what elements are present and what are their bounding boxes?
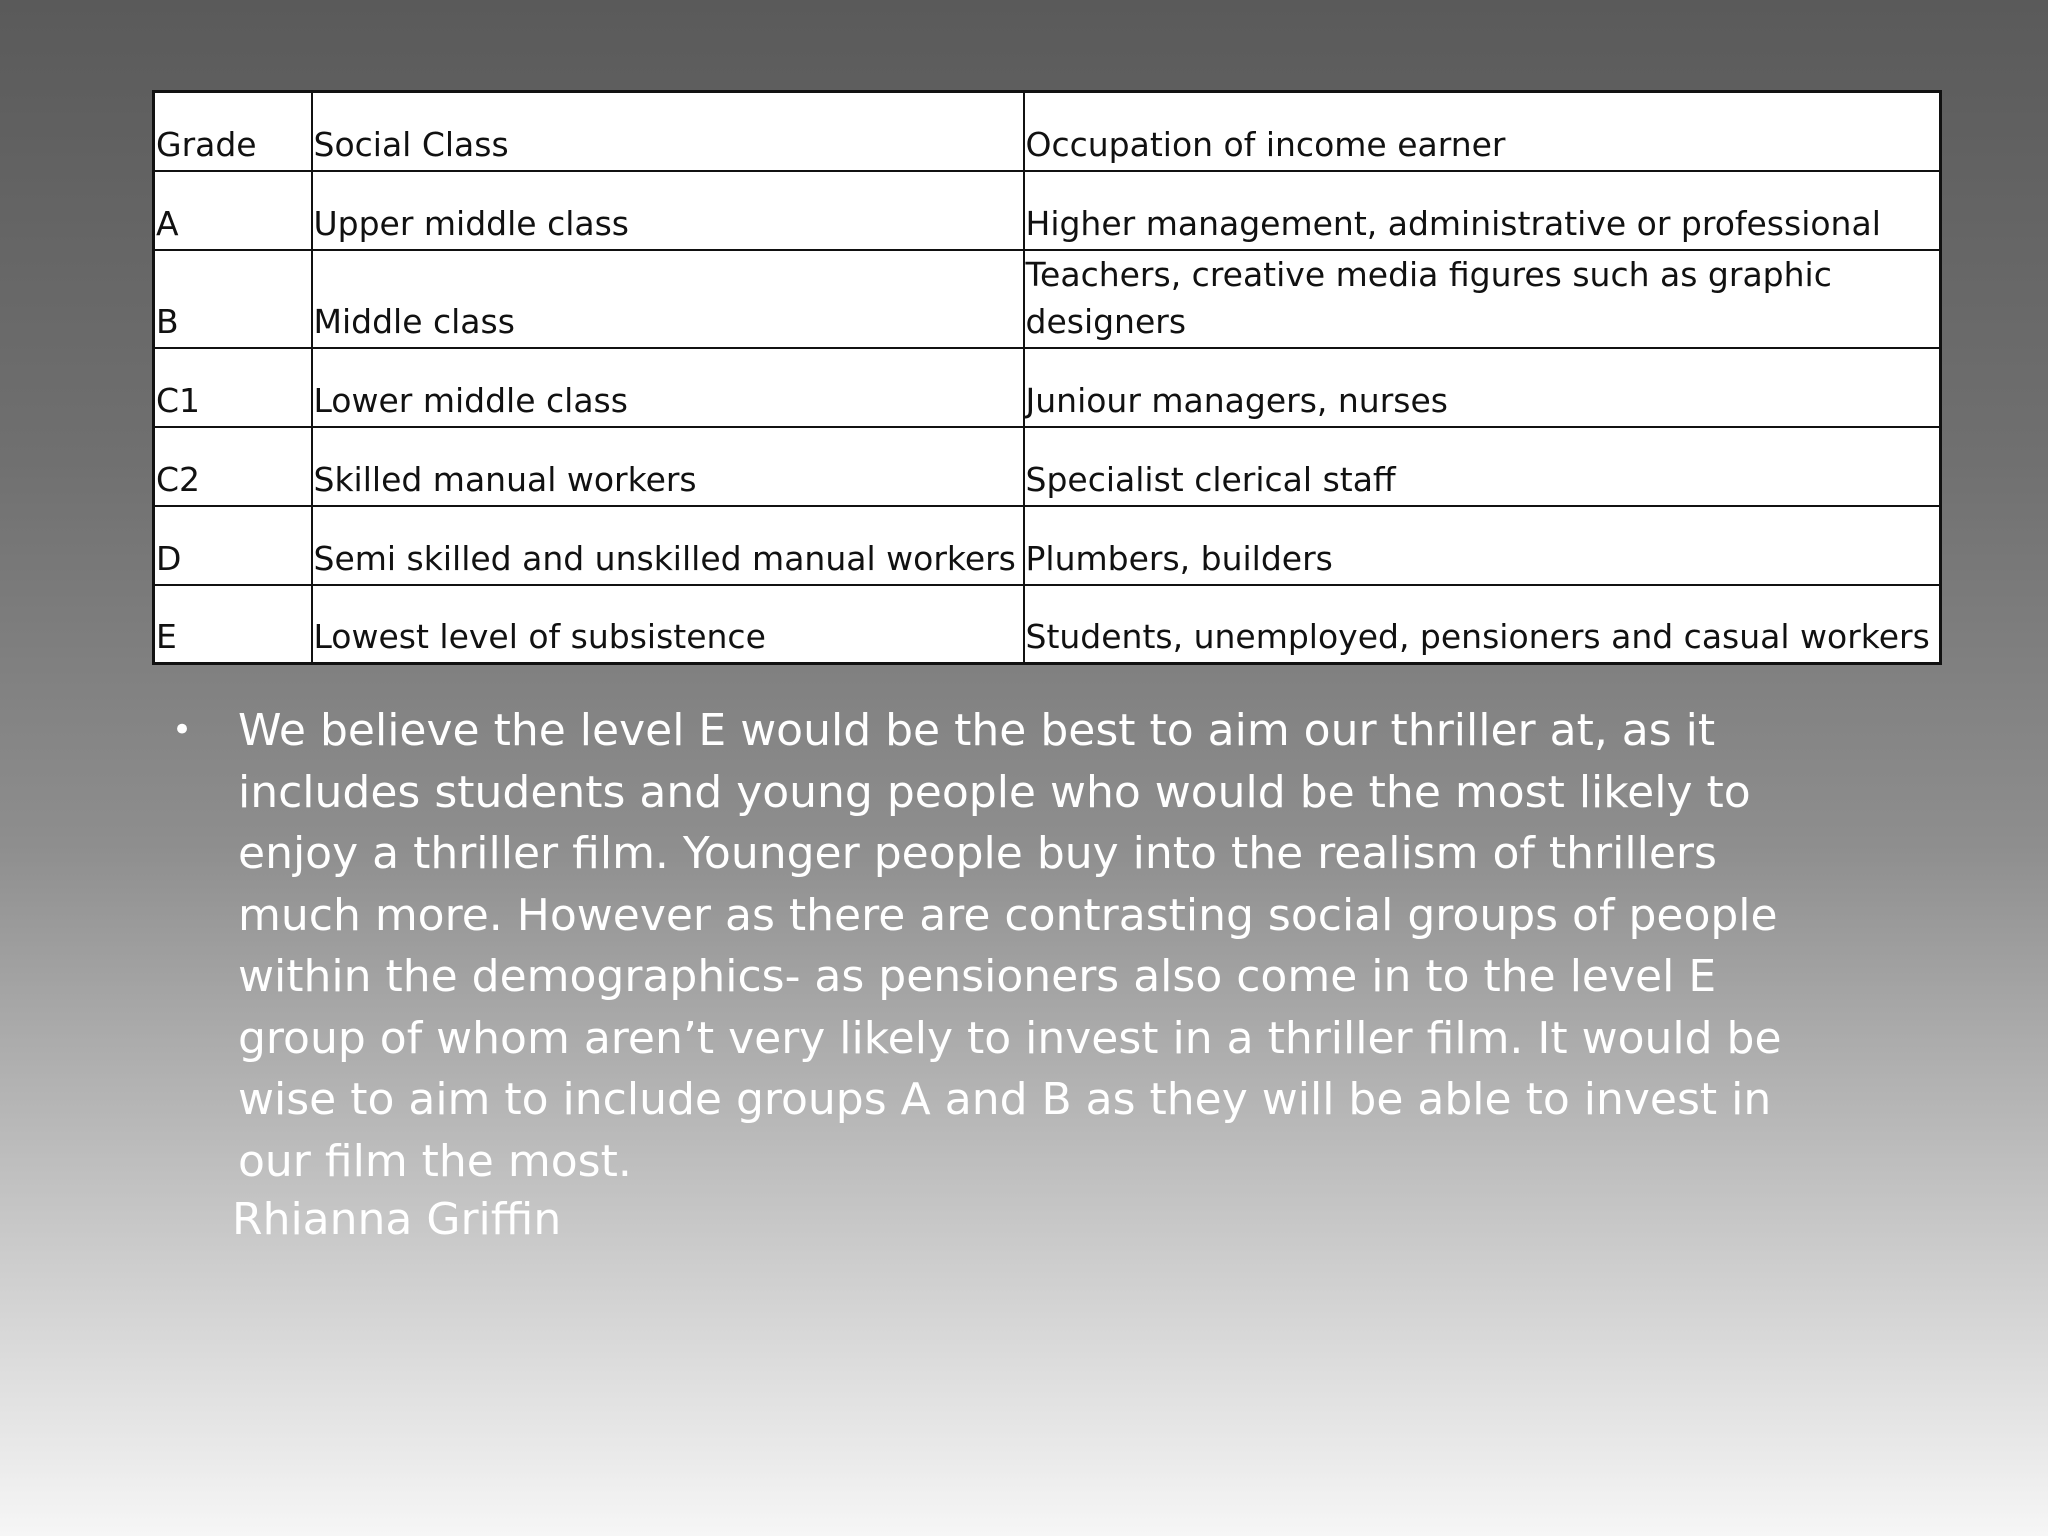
- table-row: [154, 506, 1941, 585]
- social-class-cell: Middle class: [312, 250, 1024, 348]
- occupation-cell: Students, unemployed, pensioners and casual workers: [1024, 585, 1941, 664]
- bullet-marker: •: [172, 710, 193, 750]
- table-row: [154, 585, 1941, 664]
- grade-cell: E: [154, 585, 312, 664]
- occupation-cell: Teachers, creative media figures such as graphic designers: [1024, 250, 1941, 348]
- table-header-row: [154, 92, 1941, 171]
- social-class-cell: Semi skilled and unskilled manual workers: [312, 506, 1024, 585]
- social-class-cell: Lowest level of subsistence: [312, 585, 1024, 664]
- bullet-text: We believe the level E would be the best to aim our thriller at, as it includes students and young people who would be the most likely to enjoy a thriller film. Younger people buy into the realism of thrillers much more. However as there are contrasting social groups of people within the demographics- as pensioners also come in to the level E group of whom aren’t very likely to invest in a thriller film. It would be wise to aim to include groups A and B as they will be able to invest in our film the most.: [238, 705, 1782, 1187]
- occupation-cell: Higher management, administrative or professional: [1024, 171, 1941, 250]
- social-class-cell: Lower middle class: [312, 348, 1024, 427]
- grade-cell: A: [154, 171, 312, 250]
- grade-cell: C2: [154, 427, 312, 506]
- author-name: Rhianna Griffin: [232, 1194, 562, 1245]
- grade-cell: D: [154, 506, 312, 585]
- grade-cell: C1: [154, 348, 312, 427]
- table-row: [154, 171, 1941, 250]
- header-cell-grade: Grade: [154, 92, 312, 171]
- header-cell-occupation: Occupation of income earner: [1024, 92, 1941, 171]
- header-cell-social-class: Social Class: [312, 92, 1024, 171]
- table-row: [154, 250, 1941, 348]
- social-grade-table: [152, 90, 1942, 665]
- occupation-cell: Plumbers, builders: [1024, 506, 1941, 585]
- social-class-cell: Upper middle class: [312, 171, 1024, 250]
- table-row: [154, 427, 1941, 506]
- social-class-cell: Skilled manual workers: [312, 427, 1024, 506]
- bullet-paragraph: [170, 700, 1870, 1192]
- occupation-cell: Specialist clerical staff: [1024, 427, 1941, 506]
- table-row: [154, 348, 1941, 427]
- occupation-cell: Juniour managers, nurses: [1024, 348, 1941, 427]
- grade-cell: B: [154, 250, 312, 348]
